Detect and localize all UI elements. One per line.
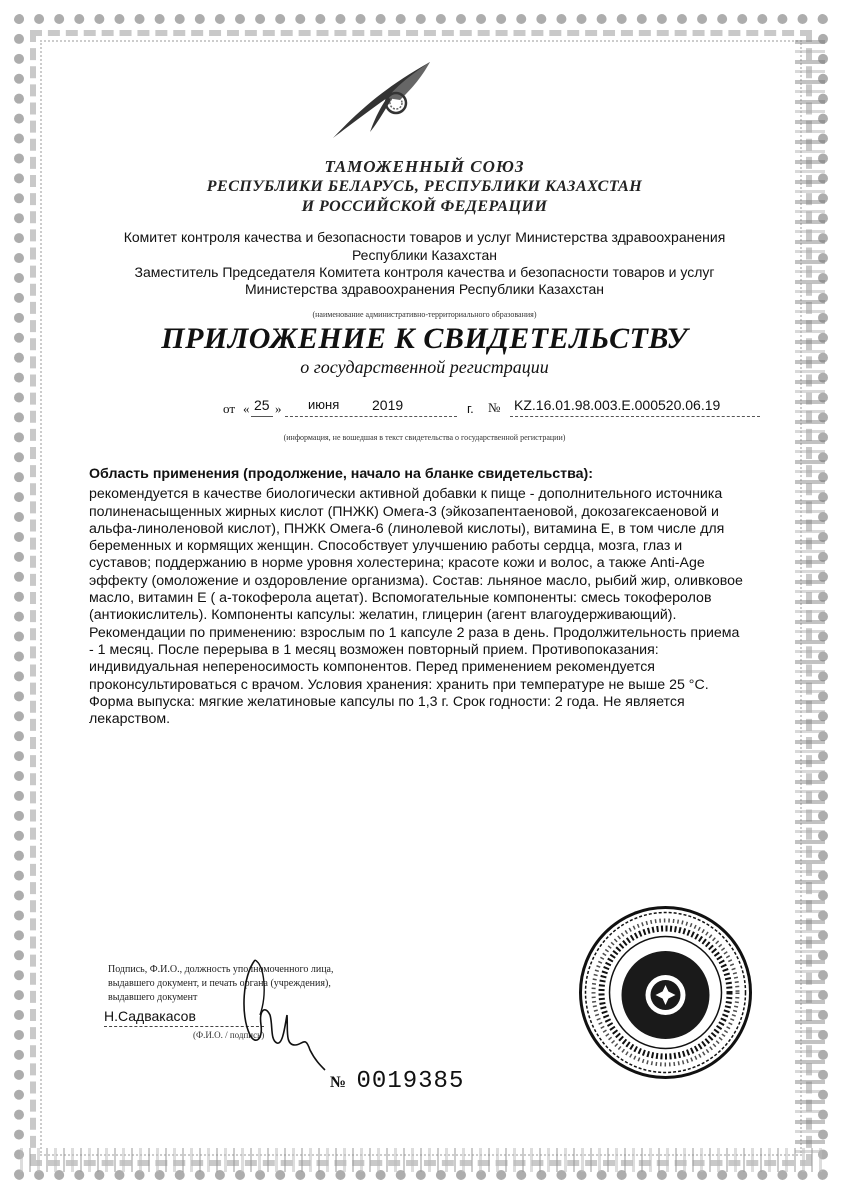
official-seal-icon <box>578 905 753 1080</box>
signature-caption-line: Подпись, Ф.И.О., должность уполномоченного лица, <box>108 964 334 975</box>
body-line: рекомендуется в качестве биологически активной добавки к пище - дополнительного источника <box>89 486 723 503</box>
date-year-suffix: г. <box>467 401 474 416</box>
body-line: - 1 месяц. После перерыва в 1 месяц возможен повторный прием. Противопоказания: <box>89 641 659 658</box>
serial-number <box>330 1068 464 1095</box>
name-signature-caption: (Ф.И.О. / подпись) <box>193 1030 265 1040</box>
body-line: полиненасыщенных жирных кислот (ПНЖК) Омега-3 (эйкозапентаеновой, докозагексаеновой и <box>89 503 719 520</box>
issuing-body-line-2: Республики Казахстан <box>351 247 498 263</box>
date-day: 25 <box>254 397 270 413</box>
signer-name: Н.Садвакасов <box>104 1008 196 1024</box>
body-line: Форма выпуска: мягкие желатиновые капсулы по 1,3 г. Срок годности: 2 года. Не является <box>89 693 685 710</box>
body-line: Рекомендации по применению: взрослым по 1 капсуле 2 раза в день. Продолжительность приема <box>89 624 740 641</box>
body-line: индивидуальная непереносимость компонентов. Перед применением рекомендуется <box>89 659 655 676</box>
application-scope-text <box>89 466 779 728</box>
date-month: июня <box>308 397 340 412</box>
signature-caption-line: выдавшего документ <box>108 992 198 1003</box>
union-header-line-1: ТАМОЖЕННЫЙ СОЮЗ <box>324 157 525 176</box>
body-line: беременных и кормящих женщин. Способствует улучшению работы сердца, мозга, глаз и <box>89 538 683 555</box>
date-open-quote: « <box>243 401 250 416</box>
document-title: ПРИЛОЖЕНИЕ К СВИДЕТЕЛЬСТВУ <box>161 322 688 355</box>
handwritten-signature-icon <box>225 955 335 1075</box>
body-line: альфа-линоленовой кислот), ПНЖК Омега-6 (линолевой кислоты), витамина Е, в том числе для <box>89 520 725 537</box>
number-sign: № <box>488 400 501 415</box>
union-header-line-3: И РОССИЙСКОЙ ФЕДЕРАЦИИ <box>301 198 548 215</box>
serial-number-value: 0019385 <box>356 1068 465 1095</box>
issuing-body-caption: (наименование административно-территориального образования) <box>312 310 537 319</box>
issuing-body-line-3: Заместитель Председателя Комитета контроля качества и безопасности товаров и услуг <box>134 264 715 280</box>
body-line: лекарством. <box>89 711 171 728</box>
customs-union-emblem-icon <box>325 60 455 140</box>
date-prefix: от <box>223 401 236 416</box>
date-year: 2019 <box>372 397 404 413</box>
body-line: суставов; поддержанию в норме уровня холестерина; красоте кожи и волос, а также Anti-Age <box>89 555 705 572</box>
body-line: (антиокислитель). Компоненты капсулы: желатин, глицерин (агент влагоудерживающий). <box>89 607 677 624</box>
body-line: проконсультироваться с врачом. Условия хранения: хранить при температуре не выше 25 °С. <box>89 676 709 693</box>
union-header-line-2: РЕСПУБЛИКИ БЕЛАРУСЬ, РЕСПУБЛИКИ КАЗАХСТАН <box>206 178 643 195</box>
ornamental-border-bottom <box>20 1148 828 1172</box>
date-close-quote: » <box>275 401 282 416</box>
document-subtitle: о государственной регистрации <box>300 357 549 377</box>
serial-number-sign: № <box>330 1074 347 1091</box>
registration-dateline <box>0 396 849 420</box>
signature-caption-line: выдавшего документ, и печать органа (учреждения), <box>108 978 331 989</box>
issuing-body-line-4: Министерства здравоохранения Республики Казахстан <box>245 281 604 297</box>
body-line: масло, витамин Е ( а-токоферола ацетат). Вспомогательные компоненты: смесь токоферолов <box>89 590 712 607</box>
application-scope-heading: Область применения (продолжение, начало на бланке свидетельства): <box>89 466 593 482</box>
issuing-body-line-1: Комитет контроля качества и безопасности товаров и услуг Министерства здравоохранения <box>123 229 726 245</box>
day-underline <box>251 416 273 417</box>
number-underline <box>510 416 760 417</box>
registration-number: KZ.16.01.98.003.E.000520.06.19 <box>514 397 721 413</box>
info-caption: (информация, не вошедшая в текст свидетельства о государственной регистрации) <box>283 433 566 442</box>
body-line: эффекту (омоложение и оздоровление организма). Состав: льняное масло, рыбий жир, оливковое <box>89 572 743 589</box>
month-year-underline <box>285 416 457 417</box>
